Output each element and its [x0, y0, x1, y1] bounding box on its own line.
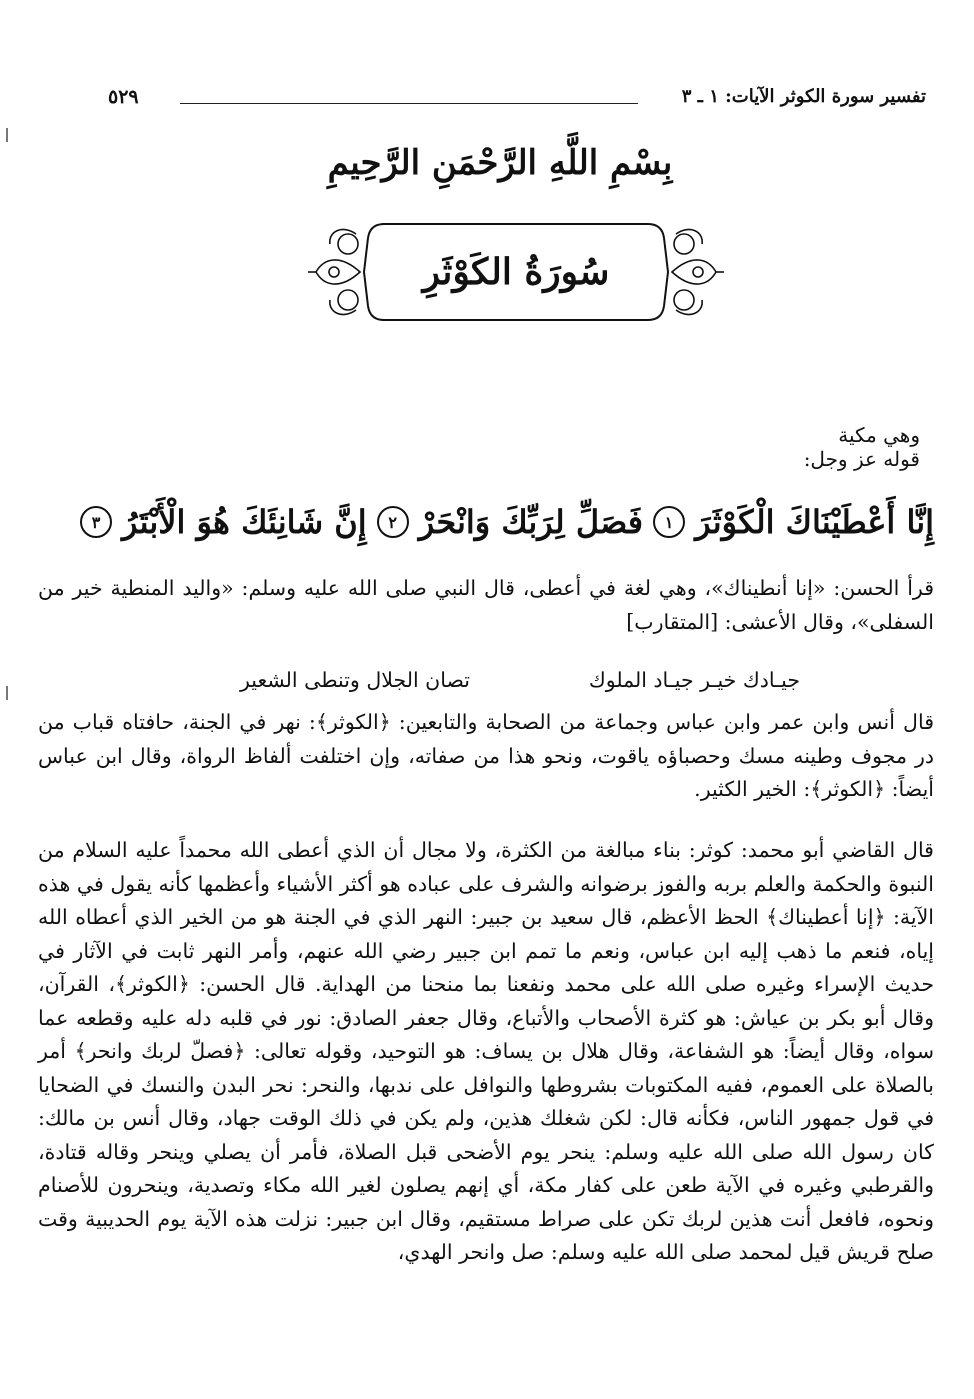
poem-hemistich-first: جيـادك خيـر جيـاد الملوك: [588, 668, 800, 692]
header-rule: [180, 103, 638, 104]
running-header-title: تفسير سورة الكوثر الآيات: ١ ـ ٣: [681, 86, 926, 107]
surah-title: سُورَةُ الكَوْثَرِ: [422, 251, 610, 293]
ayah-number-marker: ٢: [377, 506, 409, 538]
poem-hemistich-second: تصان الجلال وتنطى الشعير: [240, 668, 470, 692]
ayah-text: إِنَّا أَعْطَيْنَاكَ الْكَوْثَرَ: [695, 503, 934, 541]
makkiyya-note: وهي مكية: [838, 423, 920, 447]
ayat-line: [34, 492, 934, 552]
margin-mark: [6, 128, 8, 142]
ayah-text: إِنَّ شَانِئَكَ هُوَ الْأَبْتَرُ: [122, 503, 367, 541]
paragraph-qadi-commentary: قال القاضي أبو محمد: كوثر: بناء مبالغة من الكثرة، ولا مجال أن الذي أعطى الله محمداً عليه السلام من النبوة والحكمة والعلم بربه والفوز برضوانه والشرف على عباده هو أكثر الأشياء وأعظمها كأنه يقول في هذه الآية: ﴿إنا أعطيناك﴾ الحظ الأعظم، قال سعيد بن جبير: النهر الذي في الجنة هو من الخير الذي أعطاه الله إياه، فنعم ما ذهب إليه ابن عباس، ونعم ما تمم ابن جبير رضي الله عنهم، وأمر النهر ثابت في الآثار في حديث الإسراء وغيره صلى الله على محمد ونفعنا بما منحنا من الهداية. قال الحسن: ﴿الكوثر﴾، القرآن، وقال أبو بكر بن عياش: هو كثرة الأصحاب والأتباع، وقال جعفر الصادق: نور في قلبه دله عليه وقطعه عما سواه، وقال أيضاً: هو الشفاعة، وقال هلال بن يساف: هو التوحيد، وقوله تعالى: ﴿فصلّ لربك وانحر﴾ أمر بالصلاة على العموم، ففيه المكتوبات بشروطها والنوافل على ندبها، والنحر: نحر البدن والنسك في الضحايا في قول جمهور الناس، فكأنه قال: لكن شغلك هذين، ولم يكن في ذلك الوقت جهاد، وقال أنس بن مالك: كان رسول الله صلى الله عليه وسلم: ينحر يوم الأضحى قبل الصلاة، فأمر أن يصلي وينحر وقاله قتادة، والقرطبي وغيره في الآية طعن على كفار مكة، أي إنهم يصلون لغير الله مكاء وتصدية، وينحرون للأصنام ونحوه، فافعل أنت هذين لربك تكن على صراط مستقيم، وقال ابن جبير: نزلت هذه الآية يوم الحديبية وقت صلح قريش قيل لمحمد صلى الله عليه وسلم: صل وانحر الهدي،: [38, 838, 934, 1264]
running-header: [108, 86, 926, 116]
paragraph-kawthar-river: قال أنس وابن عمر وابن عباس وجماعة من الصحابة والتابعين: ﴿الكوثر﴾: نهر في الجنة، حافتاه قباب من در مجوف وطينه مسك وحصباؤه ياقوت، ونحو هذا من صفاته، وإن اختلفت ألفاظ الرواة، وقال ابن عباس أيضاً: ﴿الكوثر﴾: الخير الكثير.: [38, 710, 934, 801]
paragraph-qiraa: قرأ الحسن: «إنا أنطيناك»، وهي لغة في أعطى، قال النبي صلى الله عليه وسلم: «واليد المنطية خير من السفلى»، وقال الأعشى: [المتقارب]: [38, 576, 934, 634]
poetry-verse: [240, 668, 800, 698]
basmala: بِسْمِ اللَّهِ الرَّحْمَنِ الرَّحِيمِ: [327, 143, 673, 183]
page-number: ٥٢٩: [108, 86, 139, 108]
surah-banner: [306, 214, 726, 330]
margin-mark: [6, 686, 8, 700]
ayah-number-marker: ١: [653, 506, 685, 538]
ayah-text: فَصَلِّ لِرَبِّكَ وَانْحَرْ: [418, 503, 644, 541]
ayah-number-marker: ٣: [80, 506, 112, 538]
intro-note: قوله عز وجل:: [803, 447, 920, 471]
